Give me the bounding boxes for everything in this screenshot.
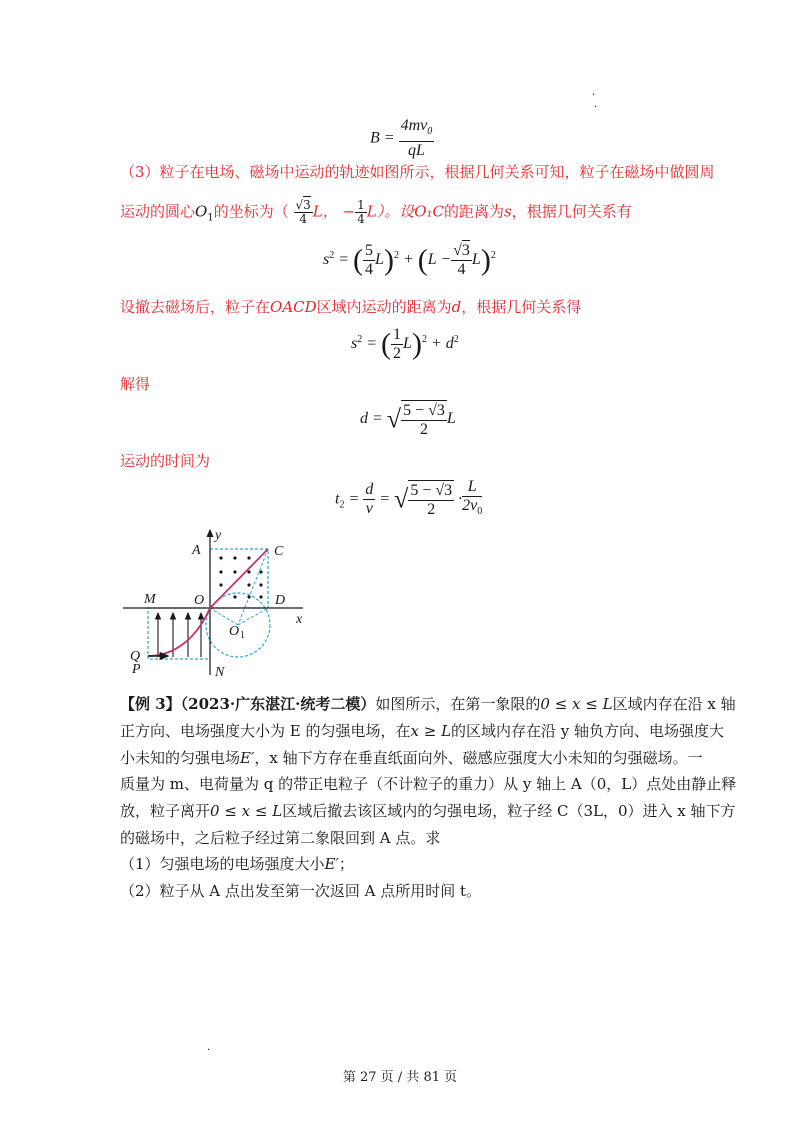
eq-num: 4mv	[400, 117, 428, 134]
label-N: N	[215, 665, 225, 680]
text: O₁C	[414, 202, 445, 221]
text: 的坐标为（	[213, 202, 289, 221]
equation-t2: $t_2$ = $\frac{d}{v}$ = √ $\frac{5 - √3}{2}$ · $\frac{L}{2v_0}$	[335, 478, 483, 519]
text: ，根据几何关系得	[461, 298, 582, 316]
label-D: D	[275, 593, 286, 608]
ex3-line2	[120, 720, 724, 742]
para3-line1: （3）粒子在电场、磁场中运动的轨迹如图所示，根据几何关系可知，粒子在磁场中做圆周	[120, 163, 715, 181]
label-M: M	[144, 592, 156, 607]
page-footer: 第 27 页 / 共 81 页	[342, 1070, 458, 1085]
label-O1: O	[229, 624, 240, 639]
label-Q: Q	[130, 649, 141, 664]
eq-num-sub: 0	[427, 126, 433, 138]
ex3-q2: （2）粒子从 A 点出发至第一次返回 A 点所用时间 t。	[120, 882, 482, 900]
text: s	[504, 202, 512, 221]
text: 小未知的匀强电场	[120, 749, 241, 767]
equation-s2: $s^2$ = ( $\frac{5}{4}$ L)$^2$ + (L − $\frac{√3}{4}$ L)$^2$	[323, 242, 496, 278]
trajectory-figure	[118, 525, 318, 680]
label-O: O	[194, 593, 205, 608]
text: L，	[312, 202, 338, 221]
text: （1）匀强电场的电场强度大小	[120, 855, 325, 873]
text: 区域后撤去该区域内的匀强电场，粒子经 C（3L，0）进入 x 轴下方	[282, 802, 736, 820]
sym-sub: 1	[207, 212, 214, 224]
text: 放，粒子离开	[120, 802, 211, 820]
ex3-q1	[120, 853, 354, 875]
label-O1-sub: 1	[240, 630, 245, 641]
sym-O: O	[195, 202, 208, 221]
text: OACD	[270, 298, 317, 316]
ex3-source: （2023·广东湛江·统考二模）	[180, 695, 376, 713]
text: 区域内存在沿 x 轴	[612, 695, 736, 713]
label-x: x	[296, 612, 303, 627]
ex3-line6: 的磁场中，之后粒子经过第二象限回到 A 点。求	[120, 829, 441, 847]
solve-label: 解得	[120, 375, 151, 393]
math: E′	[324, 855, 339, 873]
text: d	[451, 298, 462, 316]
text: 如图所示，在第一象限的	[375, 695, 541, 713]
ex3-line1	[120, 693, 736, 715]
frac-1-4: $\frac{1}{4}$	[357, 198, 365, 226]
frac-sqrt3-4: $\frac{√3}{4}$	[295, 198, 311, 226]
para3-line2: 运动的圆心$O_1$的坐标为（ $\frac{√3}{4}$ L， − $\frac{1}{4}$ L）。设O₁C的距离为s，根据几何关系有	[120, 198, 632, 226]
text: 设撤去磁场后，粒子在	[120, 298, 271, 316]
text: 的距离为	[444, 202, 505, 221]
ex3-line5	[120, 800, 736, 822]
text: ，x 轴下方存在垂直纸面向外、磁感应强度大小未知的匀强磁场。一	[254, 749, 703, 767]
equation-s2-d: $s^2$ = ( $\frac{1}{2}$ $L)^2 + d^2$	[351, 326, 459, 362]
trajectory-path	[148, 549, 268, 656]
math: x ≥ L	[410, 722, 452, 740]
stray-dot: ·	[207, 1045, 211, 1056]
ex3-tag: 【例 3】	[120, 695, 181, 713]
label-C: C	[274, 544, 284, 559]
field-arrows	[158, 613, 201, 657]
math: 0 ≤ x ≤ L	[540, 695, 613, 713]
text: 区域内运动的距离为	[316, 298, 452, 316]
ex3-line4: 质量为 m、电荷量为 q 的带正电粒子（不计粒子的重力）从 y 轴上 A（0，L）点处由静止释	[120, 775, 737, 793]
time-label: 运动的时间为	[120, 452, 211, 470]
equation-d: d = √ $\frac{5 - √3}{2}$ L	[360, 402, 456, 438]
eq-lhs: B =	[370, 129, 395, 147]
text: 运动的圆心	[120, 202, 196, 221]
label-P: P	[132, 662, 141, 677]
text: ，根据几何关系有	[511, 202, 632, 221]
label-y: y	[215, 528, 222, 543]
math: E′	[240, 749, 255, 767]
ex3-line3	[120, 747, 703, 769]
fraction	[399, 117, 435, 160]
stray-dot: ·	[592, 90, 596, 101]
eq-den: qL	[407, 142, 425, 160]
text: 正方向、电场强度大小为 E 的匀强电场，在	[120, 722, 411, 740]
stray-dot: ·	[594, 102, 598, 113]
text: ；	[338, 855, 354, 873]
label-A: A	[192, 543, 201, 558]
text: L）。设	[366, 202, 415, 221]
para3-line3	[120, 296, 581, 318]
text: 的区域内存在沿 y 轴负方向、电场强度大	[451, 722, 725, 740]
equation-B	[370, 117, 434, 160]
math: 0 ≤ x ≤ L	[210, 802, 283, 820]
